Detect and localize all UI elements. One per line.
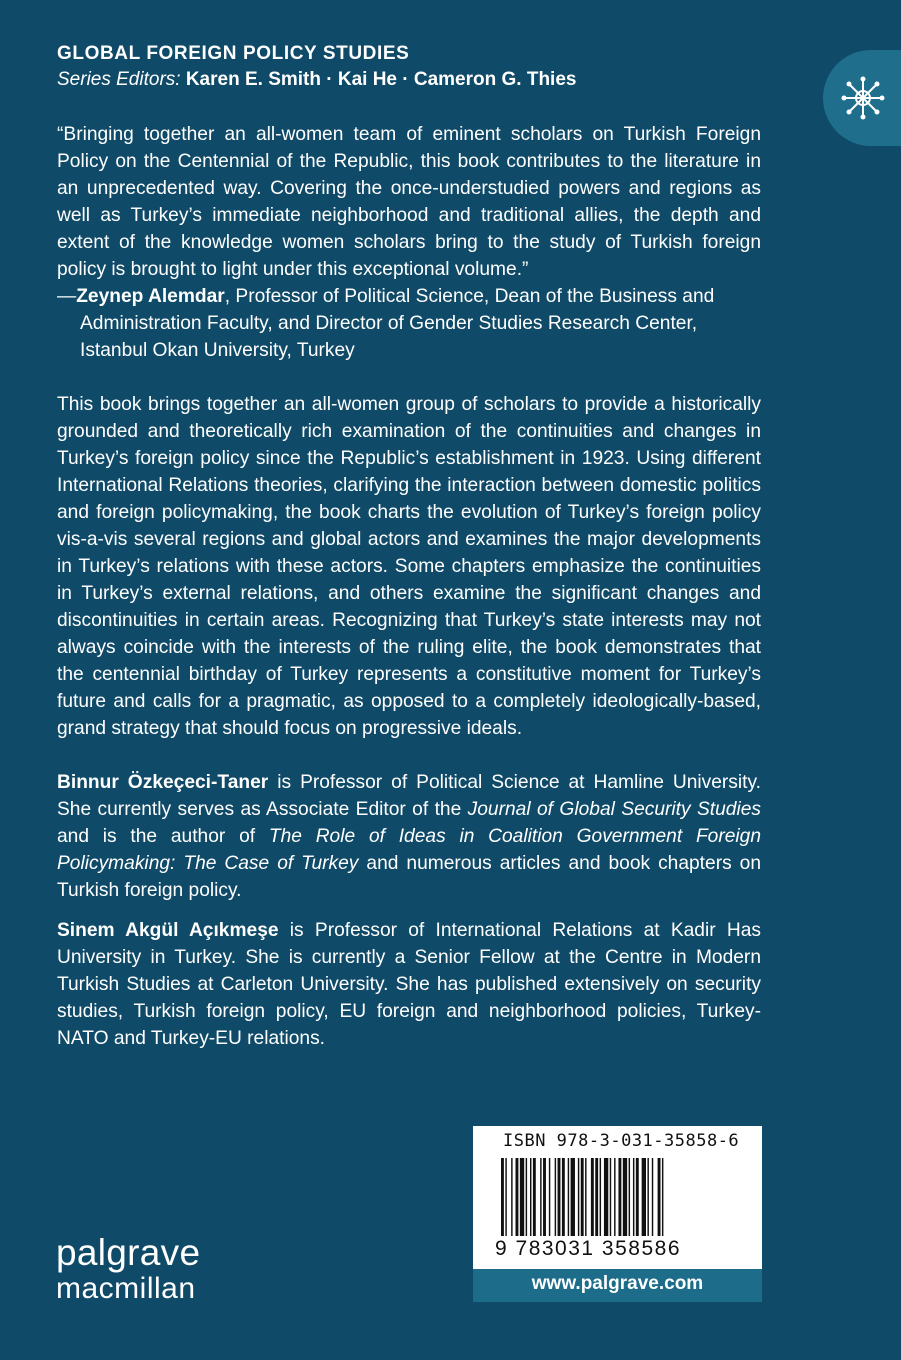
barcode-box — [473, 1126, 762, 1302]
author-bio-2 — [57, 917, 761, 1052]
star-network-icon — [841, 76, 885, 120]
quote-affiliation-1: , Professor of Political Science, Dean of the Business and — [224, 286, 715, 307]
quote-attribution — [57, 283, 761, 364]
logo-line-2: macmillan — [56, 1272, 196, 1305]
endorsement-quote — [57, 121, 761, 283]
quote-author: Zeynep Alemdar — [76, 286, 225, 307]
publisher-logo — [56, 1234, 200, 1306]
quote-dash: — — [57, 286, 77, 307]
series-editors-label: Series Editors: — [57, 69, 181, 90]
bio1-text-2: and is the author of — [57, 826, 269, 847]
bio1-text-1: is Professor of Political Science at Hamline University. She currently serves as Associate Editor of the — [57, 772, 761, 820]
quote-affiliation-2: Administration Faculty, and Director of Gender Studies Research Center, — [80, 313, 698, 334]
quote-text: “Bringing together an all-women team of eminent scholars on Turkish Foreign Policy on the Centennial of the Republic, this book contributes to the literature in an unprecedented way. Covering the once-understudied powers and regions as well as Turkey’s immediate neighborhood and traditional allies, the depth and extent of the knowledge women scholars bring to the study of Turkish foreign policy is brought to light under this exceptional volume.” — [57, 124, 761, 280]
series-editors-names: Karen E. Smith · Kai He · Cameron G. Thies — [185, 69, 577, 90]
author-bio-1 — [57, 769, 761, 904]
bio2-name: Sinem Akgül Açıkmeşe — [57, 920, 279, 941]
logo-line-1: palgrave — [56, 1232, 201, 1273]
series-editors — [57, 69, 576, 91]
bio1-journal: Journal of Global Security Studies — [467, 799, 761, 820]
description-text: This book brings together an all-women group of scholars to provide a historically grounded and theoretically rich examination of the continuities and changes in Turkey’s foreign policy since the Republic’s establishment in 1923. Using different International Relations theories, clarifying the interaction between domestic politics and foreign policymaking, the book charts the evolution of Turkey’s foreign policy vis-a-vis several regions and global actors and examines the major developments in Turkey’s relations with these actors. Some chapters emphasize the continuities in Turkey’s external relations, and others examine the significant changes and discontinuities in certain areas. Recognizing that Turkey’s state interests may not always coincide with the interests of the ruling elite, the book demonstrates that the centennial birthday of Turkey represents a constitutive moment for Turkey’s future and calls for a pragmatic, as opposed to a completely ideologically-based, grand strategy that should focus on progressive ideals. — [57, 394, 761, 739]
quote-affiliation-3: Istanbul Okan University, Turkey — [80, 340, 355, 361]
barcode-icon — [501, 1158, 737, 1238]
bio2-text: is Professor of International Relations at Kadir Has University in Turkey. She is currently a Senior Fellow at the Centre in Modern Turkish Studies at Carleton University. She has published extensively on security studies, Turkish foreign policy, EU foreign and neighborhood policies, Turkey-NATO and Turkey-EU relations. — [57, 920, 761, 1049]
bio1-text-3: and numerous articles and book chapters on Turkish foreign policy. — [57, 853, 762, 901]
bio1-name: Binnur Özkeçeci-Taner — [57, 772, 269, 793]
bio1-book: The Role of Ideas in Coalition Government Foreign Policymaking: The Case of Turkey — [57, 826, 762, 874]
book-description — [57, 391, 761, 742]
publisher-website[interactable]: www.palgrave.com — [473, 1269, 762, 1302]
series-title: GLOBAL FOREIGN POLICY STUDIES — [57, 43, 410, 64]
barcode-digits: 9 783031 358586 — [495, 1237, 681, 1260]
series-badge — [823, 50, 901, 146]
isbn-text: ISBN 978-3-031-35858-6 — [503, 1131, 740, 1151]
